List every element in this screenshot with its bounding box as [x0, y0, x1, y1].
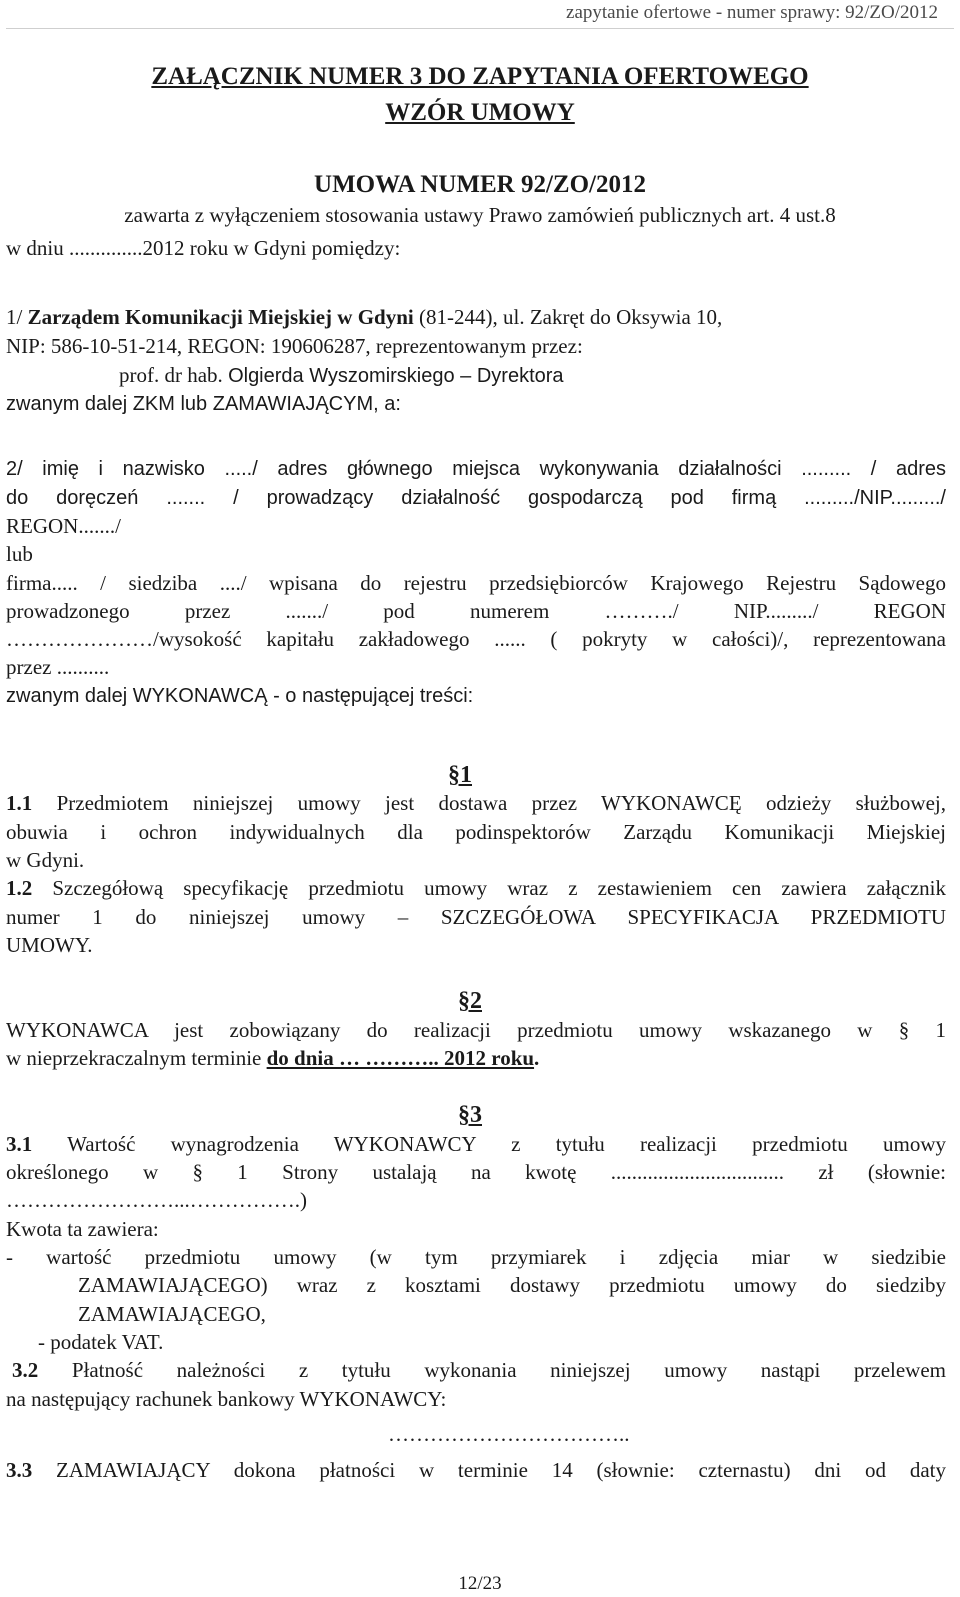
- para-1-2-line3: UMOWY.: [6, 933, 93, 957]
- deadline-date: do dnia … ……….. 2012 roku: [266, 1046, 535, 1070]
- contract-title: UMOWA NUMER 92/ZO/2012: [314, 171, 646, 198]
- section3-number: 3: [470, 1102, 482, 1128]
- amount-includes: Kwota ta zawiera:: [6, 1217, 159, 1241]
- bullet2: - podatek VAT.: [38, 1330, 164, 1354]
- deadline-text: w nieprzekraczalnym terminie: [6, 1046, 267, 1070]
- attachment-title: ZAŁĄCZNIK NUMER 3 DO ZAPYTANIA OFERTOWEGO: [151, 63, 809, 90]
- date-line: w dniu ..............2012 roku w Gdyni pomiędzy:: [6, 236, 401, 260]
- para-1-2-line2: numer 1 do niniejszej umowy – SZCZEGÓŁOWA SPECYFIKACJA PRZEDMIOTU: [6, 905, 946, 929]
- para-1-1-line1: [6, 789, 946, 818]
- party1-line2: NIP: 586-10-51-214, REGON: 190606287, reprezentowanym przez:: [6, 334, 583, 358]
- para-3-2-number: 3.2: [12, 1358, 39, 1382]
- bank-account-placeholder: ……………………………..: [388, 1422, 630, 1446]
- para-3-2-line1: [12, 1356, 946, 1385]
- section2-heading: [458, 987, 482, 1016]
- section2-line2: [6, 1044, 539, 1073]
- para-3-1-text: Wartość wynagrodzenia WYKONAWCY z tytułu realizacji przedmiotu umowy: [32, 1132, 946, 1156]
- bullet1-line2: ZAMAWIAJĄCEGO) wraz z kosztami dostawy przedmiotu umowy do siedziby: [78, 1273, 946, 1297]
- bullet1-line1: - wartość przedmiotu umowy (w tym przymiarek i zdjęcia miar w siedzibie: [6, 1245, 946, 1269]
- party1-line4: zwanym dalej ZKM lub ZAMAWIAJĄCYM, a:: [6, 393, 401, 415]
- para-1-2-text: Szczegółową specyfikację przedmiotu umowy wraz z zestawieniem cen zawiera załącznik: [32, 876, 946, 900]
- para-1-1-number: 1.1: [6, 791, 33, 815]
- para-3-3-number: 3.3: [6, 1458, 33, 1482]
- party2-line8: przez ..........: [6, 655, 110, 679]
- party1-title: prof. dr hab.: [119, 363, 229, 387]
- para-3-3-text: ZAMAWIAJĄCY dokona płatności w terminie 14 (słownie: czternastu) dni od daty: [32, 1458, 946, 1482]
- section1-heading: [448, 761, 472, 790]
- party2-line1: 2/ imię i nazwisko ...../ adres głównego miejsca wykonywania działalności ......... / adres: [6, 458, 946, 480]
- header-divider: [6, 28, 954, 29]
- party2-line6: prowadzonego przez ......./ pod numerem ………./ NIP........./ REGON: [6, 599, 946, 623]
- party1-line1: [6, 303, 722, 332]
- model-title: WZÓR UMOWY: [385, 99, 575, 126]
- para-1-1-line3: w Gdyni.: [6, 848, 85, 872]
- party2-line5: firma..... / siedziba ..../ wpisana do rejestru przedsiębiorców Krajowego Rejestru Sądowego: [6, 571, 946, 595]
- section3-heading: [458, 1101, 482, 1130]
- para-3-1-line2: określonego w § 1 Strony ustalają na kwotę ................................. zł (słownie:: [6, 1160, 946, 1184]
- party2-line3: REGON......./: [6, 514, 121, 538]
- para-1-2-line1: [6, 874, 946, 903]
- para-1-2-number: 1.2: [6, 876, 33, 900]
- para-3-1-number: 3.1: [6, 1132, 33, 1156]
- party2-line2: do doręczeń ....... / prowadzący działalność gospodarczą pod firmą ........./NIP........./: [6, 487, 946, 509]
- para-3-2-line2: na następujący rachunek bankowy WYKONAWCY:: [6, 1387, 447, 1411]
- section-sign-icon: §: [458, 988, 470, 1014]
- para-3-2-text: Płatność należności z tytułu wykonania niniejszej umowy nastąpi przelewem: [38, 1358, 946, 1382]
- deadline-period: .: [534, 1046, 540, 1070]
- party1-representative: Olgierda Wyszomirskiego – Dyrektora: [228, 365, 564, 387]
- bullet1-line3: ZAMAWIAJĄCEGO,: [78, 1302, 266, 1326]
- section1-number: 1: [460, 762, 472, 788]
- party1-name: Zarządem Komunikacji Miejskiej w Gdyni: [27, 305, 414, 329]
- section-sign-icon: §: [458, 1102, 470, 1128]
- page-number: 12/23: [458, 1573, 502, 1594]
- para-3-3-line1: [6, 1456, 946, 1485]
- section2-line1: WYKONAWCA jest zobowiązany do realizacji przedmiotu umowy wskazanego w § 1: [6, 1018, 946, 1042]
- para-3-1-line1: [6, 1130, 946, 1159]
- running-header: zapytanie ofertowe - numer sprawy: 92/ZO/2012: [566, 2, 938, 23]
- party2-line4: lub: [6, 542, 33, 566]
- party1-prefix: 1/: [6, 305, 28, 329]
- section-sign-icon: §: [448, 762, 460, 788]
- para-3-1-line3: ……………………...…………….): [6, 1188, 307, 1212]
- section2-number: 2: [470, 988, 482, 1014]
- para-1-1-line2: obuwia i ochron indywidualnych dla podinspektorów Zarządu Komunikacji Miejskiej: [6, 820, 946, 844]
- party1-line3: [119, 361, 564, 391]
- party2-line9: zwanym dalej WYKONAWCĄ - o następującej treści:: [6, 685, 474, 707]
- exemption-line: zawarta z wyłączeniem stosowania ustawy Prawo zamówień publicznych art. 4 ust.8: [124, 203, 836, 227]
- party1-address: (81-244), ul. Zakręt do Oksywia 10,: [413, 305, 723, 329]
- para-1-1-text: Przedmiotem niniejszej umowy jest dostawa przez WYKONAWCĘ odzieży służbowej,: [32, 791, 946, 815]
- party2-line7: …………………/wysokość kapitału zakładowego ...... ( pokryty w całości)/, reprezentowana: [6, 627, 946, 651]
